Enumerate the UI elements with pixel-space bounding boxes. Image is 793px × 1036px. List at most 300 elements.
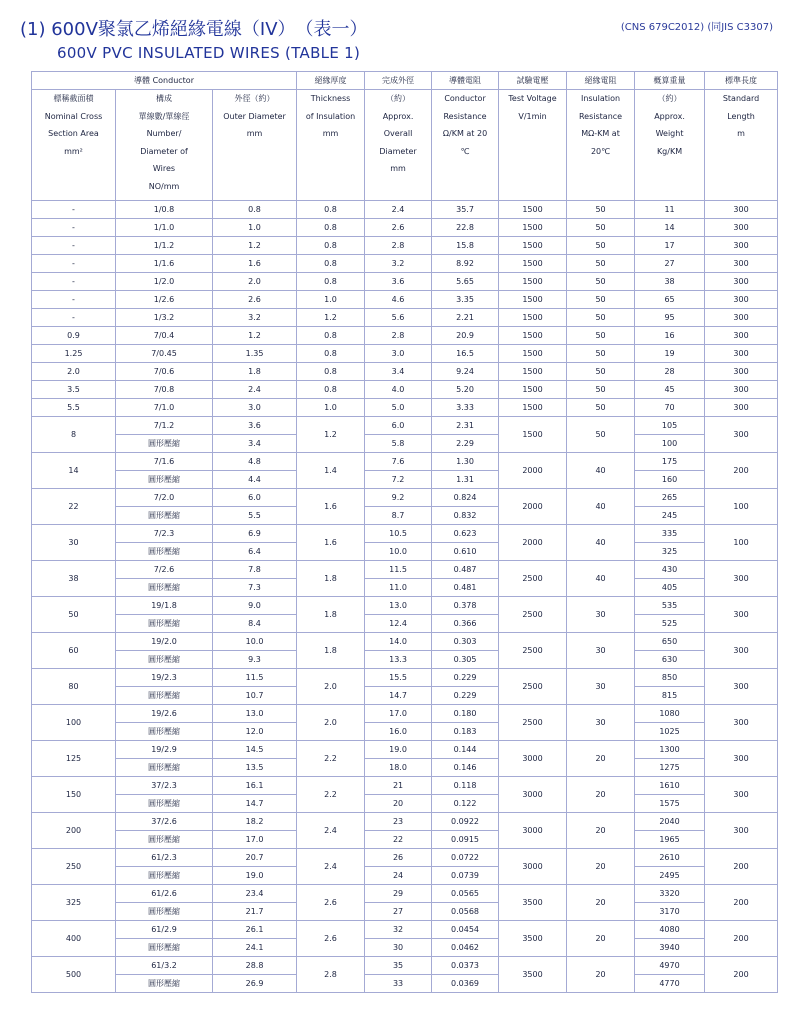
outer-diameter-cell: 2.6 — [213, 291, 297, 309]
nominal-cell: 250 — [32, 849, 116, 885]
test-voltage-header-title: 試驗電壓 — [499, 72, 567, 90]
composition-cell: 1/1.6 — [116, 255, 213, 273]
weight-cell: 1300 — [635, 741, 705, 759]
table-row-compressed — [32, 795, 778, 813]
overall-diameter-cell: 24 — [365, 867, 432, 885]
thickness-cell: 0.8 — [297, 237, 365, 255]
resistance-cell: 20.9 — [432, 327, 499, 345]
overall-diameter-cell: 7.2 — [365, 471, 432, 489]
length-header: Standard Length m — [705, 90, 778, 201]
weight-cell: 175 — [635, 453, 705, 471]
resistance-cell: 0.122 — [432, 795, 499, 813]
table-row-compressed — [32, 579, 778, 597]
insulation-resistance-cell: 50 — [567, 201, 635, 219]
overall-diameter-cell: 20 — [365, 795, 432, 813]
composition-cell: 1/3.2 — [116, 309, 213, 327]
table-row — [32, 633, 778, 651]
table-row — [32, 291, 778, 309]
table-row — [32, 849, 778, 867]
table-row — [32, 201, 778, 219]
resistance-cell: 0.487 — [432, 561, 499, 579]
overall-diameter-cell: 3.2 — [365, 255, 432, 273]
table-row — [32, 273, 778, 291]
resistance-cell: 16.5 — [432, 345, 499, 363]
length-cell: 300 — [705, 381, 778, 399]
nominal-cell: 100 — [32, 705, 116, 741]
nominal-cell: - — [32, 309, 116, 327]
table-row — [32, 327, 778, 345]
weight-cell: 535 — [635, 597, 705, 615]
resistance-cell: 5.65 — [432, 273, 499, 291]
overall-diameter-cell: 29 — [365, 885, 432, 903]
weight-cell: 1575 — [635, 795, 705, 813]
weight-cell: 95 — [635, 309, 705, 327]
table-row — [32, 921, 778, 939]
resistance-cell: 0.0373 — [432, 957, 499, 975]
outer-diameter-cell: 3.0 — [213, 399, 297, 417]
nominal-cell: - — [32, 219, 116, 237]
weight-cell: 17 — [635, 237, 705, 255]
overall-diameter-cell: 2.8 — [365, 327, 432, 345]
overall-diameter-cell: 12.4 — [365, 615, 432, 633]
thickness-cell: 1.2 — [297, 417, 365, 453]
resistance-cell: 2.31 — [432, 417, 499, 435]
length-cell: 200 — [705, 849, 778, 885]
resistance-cell: 0.305 — [432, 651, 499, 669]
table-row — [32, 399, 778, 417]
resistance-cell: 0.146 — [432, 759, 499, 777]
thickness-cell: 2.6 — [297, 885, 365, 921]
composition-cell: 7/2.3 — [116, 525, 213, 543]
resistance-cell: 0.366 — [432, 615, 499, 633]
length-header-title: 標準長度 — [705, 72, 778, 90]
table-row — [32, 381, 778, 399]
composition-cell: 圓形壓縮 — [116, 507, 213, 525]
nominal-cell: 3.5 — [32, 381, 116, 399]
weight-cell: 11 — [635, 201, 705, 219]
nominal-cell: 22 — [32, 489, 116, 525]
standard-reference: (CNS 679C2012) (同JIS C3307) — [620, 22, 773, 33]
weight-cell: 3170 — [635, 903, 705, 921]
composition-cell: 1/1.2 — [116, 237, 213, 255]
overall-diameter-cell: 26 — [365, 849, 432, 867]
thickness-cell: 2.6 — [297, 921, 365, 957]
resistance-cell: 0.0568 — [432, 903, 499, 921]
thickness-header: Thickness of Insulation mm — [297, 90, 365, 201]
nominal-cell: 30 — [32, 525, 116, 561]
thickness-cell: 0.8 — [297, 273, 365, 291]
resistance-cell: 1.31 — [432, 471, 499, 489]
thickness-header-title: 絕緣厚度 — [297, 72, 365, 90]
resistance-header-title: 導體電阻 — [432, 72, 499, 90]
length-cell: 300 — [705, 561, 778, 597]
resistance-header: Conductor Resistance Ω/KM at 20 ℃ — [432, 90, 499, 201]
resistance-cell: 0.229 — [432, 687, 499, 705]
resistance-cell: 0.0722 — [432, 849, 499, 867]
table-row — [32, 255, 778, 273]
weight-cell: 3940 — [635, 939, 705, 957]
weight-cell: 2040 — [635, 813, 705, 831]
test-voltage-cell: 1500 — [499, 309, 567, 327]
insulation-resistance-cell: 50 — [567, 273, 635, 291]
insulation-resistance-header: Insulation Resistance MΩ-KM at 20℃ — [567, 90, 635, 201]
length-cell: 300 — [705, 345, 778, 363]
composition-cell: 圓形壓縮 — [116, 831, 213, 849]
weight-cell: 4970 — [635, 957, 705, 975]
overall-diameter-cell: 30 — [365, 939, 432, 957]
table-row-compressed — [32, 975, 778, 993]
thickness-cell: 2.0 — [297, 705, 365, 741]
nominal-cell: 8 — [32, 417, 116, 453]
thickness-cell: 1.0 — [297, 399, 365, 417]
test-voltage-cell: 1500 — [499, 201, 567, 219]
composition-cell: 圓形壓縮 — [116, 723, 213, 741]
overall-diameter-cell: 4.6 — [365, 291, 432, 309]
thickness-cell: 2.0 — [297, 669, 365, 705]
table-row-compressed — [32, 615, 778, 633]
insulation-resistance-cell: 20 — [567, 813, 635, 849]
nominal-cell: 125 — [32, 741, 116, 777]
composition-cell: 圓形壓縮 — [116, 867, 213, 885]
composition-cell: 圓形壓縮 — [116, 435, 213, 453]
table-row — [32, 741, 778, 759]
resistance-cell: 0.378 — [432, 597, 499, 615]
insulation-resistance-cell: 50 — [567, 309, 635, 327]
outer-diameter-cell: 13.0 — [213, 705, 297, 723]
composition-cell: 1/0.8 — [116, 201, 213, 219]
length-cell: 100 — [705, 489, 778, 525]
outer-diameter-cell: 17.0 — [213, 831, 297, 849]
overall-diameter-cell: 2.6 — [365, 219, 432, 237]
table-row — [32, 417, 778, 435]
length-cell: 200 — [705, 453, 778, 489]
overall-diameter-cell: 35 — [365, 957, 432, 975]
thickness-cell: 2.2 — [297, 777, 365, 813]
overall-diameter-cell: 3.0 — [365, 345, 432, 363]
table-row — [32, 219, 778, 237]
table-row-compressed — [32, 687, 778, 705]
table-row — [32, 957, 778, 975]
outer-diameter-cell: 10.7 — [213, 687, 297, 705]
composition-cell: 圓形壓縮 — [116, 939, 213, 957]
weight-cell: 850 — [635, 669, 705, 687]
overall-diameter-header-title: 完成外徑 — [365, 72, 432, 90]
test-voltage-cell: 1500 — [499, 417, 567, 453]
overall-diameter-cell: 6.0 — [365, 417, 432, 435]
table-row — [32, 453, 778, 471]
composition-cell: 61/2.3 — [116, 849, 213, 867]
resistance-cell: 15.8 — [432, 237, 499, 255]
composition-cell: 19/2.3 — [116, 669, 213, 687]
nominal-header: 標稱截面積 Nominal Cross Section Area mm² — [32, 90, 116, 201]
outer-diameter-cell: 21.7 — [213, 903, 297, 921]
weight-cell: 19 — [635, 345, 705, 363]
table-row-compressed — [32, 543, 778, 561]
weight-cell: 14 — [635, 219, 705, 237]
overall-diameter-cell: 5.8 — [365, 435, 432, 453]
weight-cell: 245 — [635, 507, 705, 525]
overall-diameter-cell: 3.6 — [365, 273, 432, 291]
test-voltage-cell: 3000 — [499, 849, 567, 885]
nominal-cell: 325 — [32, 885, 116, 921]
outer-diameter-cell: 14.5 — [213, 741, 297, 759]
nominal-cell: 60 — [32, 633, 116, 669]
table-row — [32, 363, 778, 381]
overall-diameter-cell: 7.6 — [365, 453, 432, 471]
weight-cell: 28 — [635, 363, 705, 381]
thickness-cell: 0.8 — [297, 219, 365, 237]
insulation-resistance-cell: 20 — [567, 849, 635, 885]
resistance-cell: 1.30 — [432, 453, 499, 471]
weight-cell: 1080 — [635, 705, 705, 723]
insulation-resistance-cell: 20 — [567, 921, 635, 957]
overall-diameter-cell: 17.0 — [365, 705, 432, 723]
test-voltage-cell: 1500 — [499, 219, 567, 237]
test-voltage-cell: 2500 — [499, 669, 567, 705]
outer-diameter-cell: 9.0 — [213, 597, 297, 615]
table-row — [32, 525, 778, 543]
composition-cell: 7/0.45 — [116, 345, 213, 363]
composition-cell: 7/2.0 — [116, 489, 213, 507]
outer-diameter-cell: 24.1 — [213, 939, 297, 957]
thickness-cell: 2.8 — [297, 957, 365, 993]
length-cell: 300 — [705, 273, 778, 291]
overall-diameter-cell: 10.0 — [365, 543, 432, 561]
overall-diameter-cell: 9.2 — [365, 489, 432, 507]
test-voltage-cell: 2500 — [499, 633, 567, 669]
thickness-cell: 1.8 — [297, 633, 365, 669]
insulation-resistance-cell: 40 — [567, 525, 635, 561]
overall-diameter-cell: 5.0 — [365, 399, 432, 417]
outer-diameter-cell: 4.8 — [213, 453, 297, 471]
resistance-cell: 0.0369 — [432, 975, 499, 993]
composition-cell: 7/1.0 — [116, 399, 213, 417]
insulation-resistance-cell: 50 — [567, 237, 635, 255]
outer-diameter-cell: 19.0 — [213, 867, 297, 885]
outer-diameter-cell: 5.5 — [213, 507, 297, 525]
nominal-cell: 2.0 — [32, 363, 116, 381]
insulation-resistance-cell: 40 — [567, 489, 635, 525]
overall-diameter-cell: 33 — [365, 975, 432, 993]
weight-cell: 3320 — [635, 885, 705, 903]
table-row-compressed — [32, 471, 778, 489]
nominal-cell: 150 — [32, 777, 116, 813]
length-cell: 300 — [705, 597, 778, 633]
test-voltage-cell: 1500 — [499, 273, 567, 291]
overall-diameter-cell: 15.5 — [365, 669, 432, 687]
thickness-cell: 1.4 — [297, 453, 365, 489]
insulation-resistance-cell: 50 — [567, 363, 635, 381]
outer-diameter-cell: 20.7 — [213, 849, 297, 867]
resistance-cell: 0.0915 — [432, 831, 499, 849]
composition-header: 構成 單線數/單線徑 Number/ Diameter of Wires NO/mm — [116, 90, 213, 201]
thickness-cell: 1.0 — [297, 291, 365, 309]
outer-diameter-cell: 14.7 — [213, 795, 297, 813]
composition-cell: 圓形壓縮 — [116, 795, 213, 813]
length-cell: 200 — [705, 921, 778, 957]
overall-diameter-cell: 14.0 — [365, 633, 432, 651]
outer-diameter-cell: 3.4 — [213, 435, 297, 453]
test-voltage-cell: 1500 — [499, 255, 567, 273]
test-voltage-cell: 2000 — [499, 489, 567, 525]
table-row — [32, 489, 778, 507]
overall-diameter-cell: 3.4 — [365, 363, 432, 381]
thickness-cell: 0.8 — [297, 255, 365, 273]
resistance-cell: 0.0922 — [432, 813, 499, 831]
resistance-cell: 22.8 — [432, 219, 499, 237]
insulation-resistance-cell: 50 — [567, 255, 635, 273]
composition-cell: 7/1.6 — [116, 453, 213, 471]
resistance-cell: 0.481 — [432, 579, 499, 597]
insulation-resistance-cell: 20 — [567, 741, 635, 777]
overall-diameter-cell: 22 — [365, 831, 432, 849]
test-voltage-cell: 2500 — [499, 597, 567, 633]
composition-cell: 19/2.0 — [116, 633, 213, 651]
weight-cell: 1610 — [635, 777, 705, 795]
composition-cell: 圓形壓縮 — [116, 471, 213, 489]
outer-diameter-cell: 11.5 — [213, 669, 297, 687]
length-cell: 300 — [705, 813, 778, 849]
outer-diameter-cell: 8.4 — [213, 615, 297, 633]
length-cell: 300 — [705, 399, 778, 417]
composition-cell: 7/1.2 — [116, 417, 213, 435]
weight-cell: 105 — [635, 417, 705, 435]
overall-diameter-cell: 2.4 — [365, 201, 432, 219]
insulation-resistance-cell: 30 — [567, 633, 635, 669]
composition-cell: 19/2.6 — [116, 705, 213, 723]
resistance-cell: 35.7 — [432, 201, 499, 219]
outer-diameter-cell: 3.6 — [213, 417, 297, 435]
weight-cell: 630 — [635, 651, 705, 669]
outer-diameter-cell: 6.9 — [213, 525, 297, 543]
test-voltage-cell: 1500 — [499, 399, 567, 417]
test-voltage-cell: 3500 — [499, 921, 567, 957]
length-cell: 300 — [705, 327, 778, 345]
header-row-detail — [32, 90, 778, 201]
outer-diameter-cell: 16.1 — [213, 777, 297, 795]
test-voltage-cell: 1500 — [499, 381, 567, 399]
nominal-cell: 1.25 — [32, 345, 116, 363]
outer-diameter-cell: 7.3 — [213, 579, 297, 597]
composition-cell: 圓形壓縮 — [116, 579, 213, 597]
outer-diameter-cell: 4.4 — [213, 471, 297, 489]
outer-diameter-cell: 2.0 — [213, 273, 297, 291]
weight-cell: 1275 — [635, 759, 705, 777]
weight-cell: 100 — [635, 435, 705, 453]
conductor-group-header: 導體 Conductor — [32, 72, 297, 90]
length-cell: 200 — [705, 885, 778, 921]
page-title-english: 600V PVC INSULATED WIRES (TABLE 1) — [57, 44, 361, 62]
nominal-cell: - — [32, 291, 116, 309]
resistance-cell: 8.92 — [432, 255, 499, 273]
thickness-cell: 1.6 — [297, 489, 365, 525]
test-voltage-cell: 3500 — [499, 957, 567, 993]
weight-cell: 38 — [635, 273, 705, 291]
resistance-cell: 0.824 — [432, 489, 499, 507]
resistance-cell: 3.35 — [432, 291, 499, 309]
outer-diameter-cell: 28.8 — [213, 957, 297, 975]
resistance-cell: 0.0565 — [432, 885, 499, 903]
outer-diameter-cell: 1.8 — [213, 363, 297, 381]
length-cell: 100 — [705, 525, 778, 561]
composition-cell: 圓形壓縮 — [116, 759, 213, 777]
overall-diameter-cell: 13.0 — [365, 597, 432, 615]
composition-cell: 7/0.8 — [116, 381, 213, 399]
length-cell: 300 — [705, 633, 778, 669]
weight-cell: 4770 — [635, 975, 705, 993]
resistance-cell: 0.118 — [432, 777, 499, 795]
insulation-resistance-cell: 50 — [567, 327, 635, 345]
table-row-compressed — [32, 939, 778, 957]
nominal-cell: 5.5 — [32, 399, 116, 417]
test-voltage-cell: 3000 — [499, 741, 567, 777]
header-row-group — [32, 72, 778, 90]
insulation-resistance-cell: 30 — [567, 597, 635, 633]
overall-diameter-cell: 32 — [365, 921, 432, 939]
outer-diameter-cell: 3.2 — [213, 309, 297, 327]
thickness-cell: 0.8 — [297, 327, 365, 345]
test-voltage-cell: 2500 — [499, 705, 567, 741]
length-cell: 300 — [705, 705, 778, 741]
thickness-cell: 0.8 — [297, 345, 365, 363]
length-cell: 300 — [705, 219, 778, 237]
weight-cell: 405 — [635, 579, 705, 597]
table-row-compressed — [32, 759, 778, 777]
weight-cell: 525 — [635, 615, 705, 633]
nominal-cell: 38 — [32, 561, 116, 597]
test-voltage-cell: 1500 — [499, 345, 567, 363]
insulation-resistance-header-title: 絕緣電阻 — [567, 72, 635, 90]
thickness-cell: 0.8 — [297, 363, 365, 381]
overall-diameter-cell: 8.7 — [365, 507, 432, 525]
length-cell: 300 — [705, 363, 778, 381]
weight-cell: 1965 — [635, 831, 705, 849]
composition-cell: 7/0.6 — [116, 363, 213, 381]
outer-diameter-header: 外徑（約） Outer Diameter mm — [213, 90, 297, 201]
insulation-resistance-cell: 50 — [567, 381, 635, 399]
nominal-cell: - — [32, 273, 116, 291]
length-cell: 300 — [705, 669, 778, 705]
composition-cell: 61/2.6 — [116, 885, 213, 903]
weight-header-title: 概算重量 — [635, 72, 705, 90]
length-cell: 300 — [705, 777, 778, 813]
resistance-cell: 0.623 — [432, 525, 499, 543]
table-row-compressed — [32, 903, 778, 921]
insulation-resistance-cell: 50 — [567, 219, 635, 237]
overall-diameter-cell: 23 — [365, 813, 432, 831]
page-title-chinese: (1) 600V聚氯乙烯絕緣電線（IV） （表一） — [20, 19, 368, 40]
table-row-compressed — [32, 507, 778, 525]
table-row — [32, 345, 778, 363]
thickness-cell: 2.4 — [297, 813, 365, 849]
outer-diameter-cell: 23.4 — [213, 885, 297, 903]
table-row — [32, 597, 778, 615]
weight-cell: 4080 — [635, 921, 705, 939]
table-row — [32, 705, 778, 723]
test-voltage-cell: 1500 — [499, 327, 567, 345]
insulation-resistance-cell: 30 — [567, 705, 635, 741]
outer-diameter-cell: 26.1 — [213, 921, 297, 939]
resistance-cell: 2.21 — [432, 309, 499, 327]
nominal-cell: - — [32, 255, 116, 273]
composition-cell: 圓形壓縮 — [116, 651, 213, 669]
resistance-cell: 0.832 — [432, 507, 499, 525]
insulation-resistance-cell: 20 — [567, 777, 635, 813]
nominal-cell: 0.9 — [32, 327, 116, 345]
outer-diameter-cell: 2.4 — [213, 381, 297, 399]
resistance-cell: 9.24 — [432, 363, 499, 381]
insulation-resistance-cell: 50 — [567, 399, 635, 417]
